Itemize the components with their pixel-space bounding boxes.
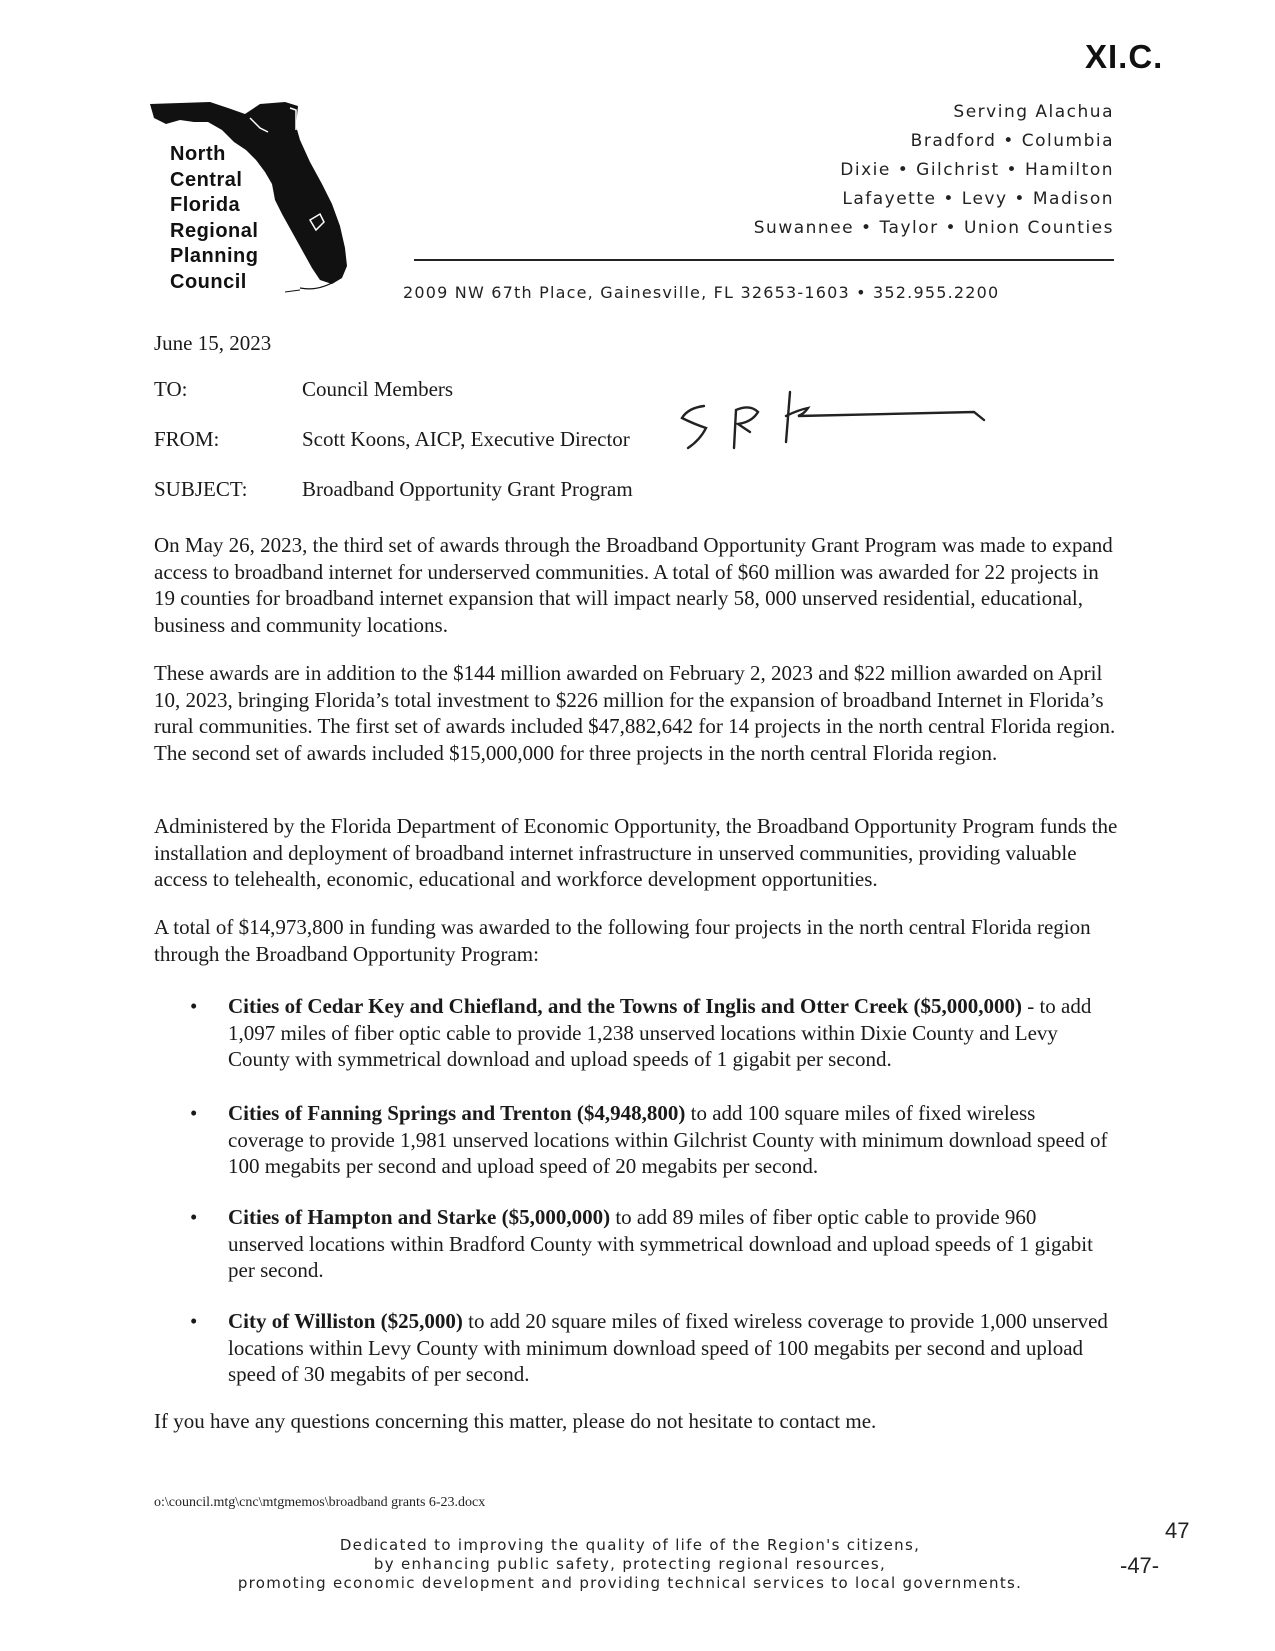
footer-line: promoting economic development and providing technical services to local governments.: [237, 1574, 1023, 1592]
logo-line: Council: [170, 270, 247, 293]
memo-date: June 15, 2023: [154, 331, 272, 355]
from-value: Scott Koons, AICP, Executive Director: [302, 427, 630, 451]
agenda-item-code: XI.C.: [1085, 38, 1164, 75]
bullet-icon: •: [190, 1101, 198, 1125]
logo-line: Regional: [170, 219, 259, 242]
serving-line: Bradford • Columbia: [910, 131, 1114, 151]
paragraph: A total of $14,973,800 in funding was awarded to the following four projects in the north central Florida region through the Broadband Opportunity Program:: [154, 915, 1091, 966]
logo-line: Florida: [170, 194, 241, 216]
handwritten-signature: [674, 388, 994, 458]
serving-line: Serving Alachua: [953, 102, 1114, 122]
footer-line: by enhancing public safety, protecting regional resources,: [373, 1555, 887, 1573]
serving-counties: [594, 98, 1114, 243]
project-title: Cities of Cedar Key and Chiefland, and the Towns of Inglis and Otter Creek ($5,000,000): [228, 994, 1022, 1018]
closing-paragraph: If you have any questions concerning this matter, please do not hesitate to contact me.: [154, 1409, 877, 1433]
project-description: to add 20 square miles of fixed wireless coverage to provide 1,000 unserved locations within Levy County with minimum download speed of 100 megabits per second and upload speed of 30 megabits of per second.: [228, 1309, 1108, 1386]
paragraph: Administered by the Florida Department of Economic Opportunity, the Broadband Opportunity Program funds the installation and deployment of broadband internet infrastructure in unserved communities, providing valuable access to telehealth, economic, educational and workforce development opportunities.: [154, 814, 1118, 891]
to-value: Council Members: [302, 377, 454, 401]
handwritten-page-number: 47: [1165, 1518, 1190, 1543]
serving-line: Lafayette • Levy • Madison: [842, 189, 1114, 209]
logo-line: Planning: [170, 245, 259, 267]
from-label: FROM:: [154, 427, 220, 451]
serving-line: Dixie • Gilchrist • Hamilton: [840, 160, 1114, 180]
project-description: - to add 1,097 miles of fiber optic cable to provide 1,238 unserved locations within Dixie County and Levy County with symmetrical download and upload speeds of 1 gigabit per second.: [228, 994, 1092, 1071]
project-title: Cities of Fanning Springs and Trenton ($4,948,800): [228, 1101, 686, 1125]
paragraph: These awards are in addition to the $144 million awarded on February 2, 2023 and $22 million awarded on April 10, 2023, bringing Florida’s total investment to $226 million for the expansion of broadband Internet in Florida’s rural communities. The first set of awards included $47,882,642 for 14 projects in the north central Florida region. The second set of awards included $15,000,000 for three projects in the north central Florida region.: [154, 661, 1116, 765]
council-logo: [150, 100, 365, 315]
to-label: TO:: [154, 377, 188, 401]
bullet-icon: •: [190, 1309, 198, 1333]
project-title: Cities of Hampton and Starke ($5,000,000): [228, 1205, 611, 1229]
footer-line: Dedicated to improving the quality of life of the Region's citizens,: [339, 1536, 921, 1554]
subject-label: SUBJECT:: [154, 477, 248, 501]
project-description: to add 100 square miles of fixed wireless coverage to provide 1,981 unserved locations within Gilchrist County with minimum download speed of 100 megabits per second and upload speed of 20 megabits per second.: [228, 1101, 1108, 1178]
subject-value: Broadband Opportunity Grant Program: [302, 477, 633, 501]
header-divider: [414, 259, 1114, 261]
project-title: City of Williston ($25,000): [228, 1309, 463, 1333]
project-description: to add 89 miles of fiber optic cable to provide 960 unserved locations within Bradford County with symmetrical download and upload speeds of 1 gigabit per second.: [228, 1205, 1093, 1282]
bullet-icon: •: [190, 1205, 198, 1229]
paragraph: On May 26, 2023, the third set of awards through the Broadband Opportunity Grant Program was made to expand access to broadband internet for underserved communities. A total of $60 million was awarded for 22 projects in 19 counties for broadband internet expansion that will impact nearly 58, 000 unserved residential, educational, business and community locations.: [154, 533, 1113, 637]
logo-line: Central: [170, 168, 243, 191]
serving-line: Suwannee • Taylor • Union Counties: [753, 218, 1114, 238]
logo-line: North: [170, 143, 226, 165]
footer-mission: [170, 1536, 1090, 1593]
bullet-icon: •: [190, 994, 198, 1018]
council-address: 2009 NW 67th Place, Gainesville, FL 32653-1603 • 352.955.2200: [403, 283, 1000, 302]
page-number: -47-: [1120, 1553, 1160, 1578]
file-path: o:\council.mtg\cnc\mtgmemos\broadband grants 6-23.docx: [154, 1495, 486, 1510]
council-name: [170, 142, 258, 295]
